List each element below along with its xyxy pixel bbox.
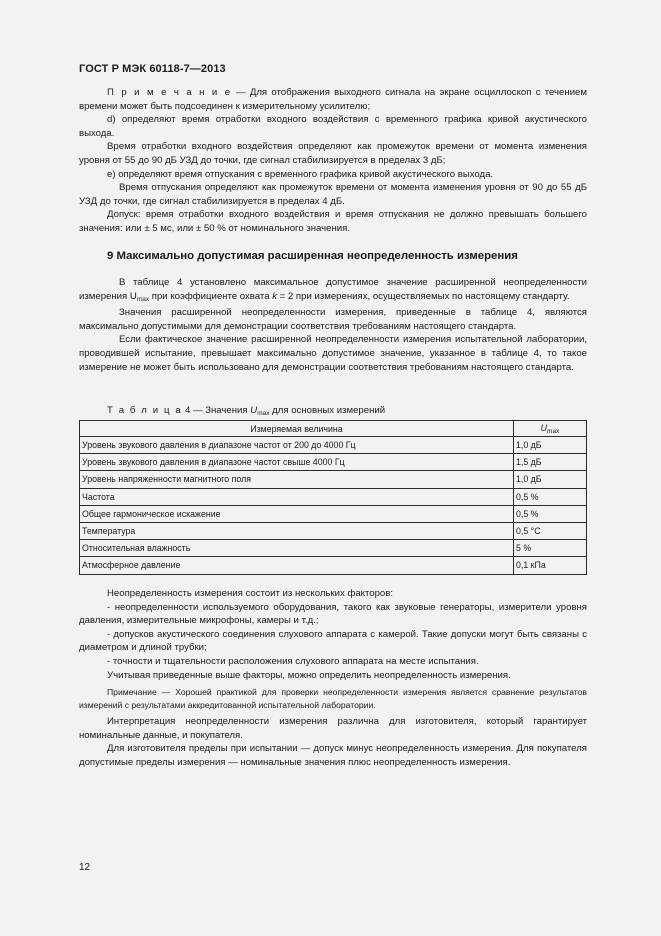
factors-intro: Неопределенность измерения состоит из нескольких факторов:: [107, 588, 394, 599]
row-quantity: Уровень напряженности магнитного поля: [80, 471, 514, 488]
header-umax: [514, 421, 587, 437]
standard-header: ГОСТ Р МЭК 60118-7—2013: [79, 63, 226, 75]
item-e-detail: Время отпускания определяют как промежуток времени от момента изменения уровня от 90 до 55 дБ УЗД до точки, где сигнал стабилизируется в пределах 4 дБ.: [79, 182, 587, 207]
header-quantity: Измеряемая величина: [80, 421, 514, 437]
item-e: e) определяют время отпускания с временного графика кривой акустического выхода.: [107, 168, 494, 180]
row-value: 1,5 дБ: [514, 454, 587, 471]
top-text: [79, 86, 587, 236]
table-row: [80, 540, 587, 557]
header-u: U: [540, 422, 548, 433]
caption-sub: max: [257, 410, 270, 417]
table-row: [80, 454, 587, 471]
factor-coupling: - допусков акустического соединения слухового аппарата с камерой. Такие допуски могут быть связаны с диаметром и длиной трубки;: [79, 628, 587, 654]
caption-label: Т а б л и ц а: [107, 405, 183, 416]
section-paragraph-1: [79, 276, 587, 306]
table-row: [80, 505, 587, 522]
note-label: П р и м е ч а н и е: [107, 87, 232, 98]
table-row: [80, 488, 587, 505]
table-header-row: [80, 421, 587, 437]
row-quantity: Уровень звукового давления в диапазоне частот от 200 до 4000 Гц: [80, 437, 514, 454]
p1-part-a: В таблице 4 установлено максимальное допустимое значение расширенной неопределенности измерения U: [79, 277, 587, 302]
caption-tail: для основных измерений: [269, 405, 386, 416]
section-paragraph-2: Значения расширенной неопределенности измерения, приведенные в таблице 4, являются максимально допустимыми для демонстрации соответствия требованиям настоящего стандарта.: [79, 307, 587, 332]
interpretation-paragraph: Интерпретация неопределенности измерения различна для изготовителя, который гарантирует номинальные данные, и покупателя.: [79, 716, 587, 741]
row-value: 5 %: [514, 540, 587, 557]
row-value: 0,5 %: [514, 488, 587, 505]
p1-part-c: = 2 при измерениях, осуществляемых по настоящему стандарту.: [277, 290, 570, 302]
note-paragraph: [79, 86, 587, 113]
uncertainty-table: [79, 420, 587, 575]
row-quantity: Атмосферное давление: [80, 557, 514, 574]
factor-equipment: - неопределенности используемого оборудования, такого как звуковые генераторы, измерители уровня давления, измерительные микрофоны, камеры и т.д.;: [79, 601, 587, 627]
row-quantity: Частота: [80, 488, 514, 505]
k-symbol: k: [272, 290, 277, 302]
table-row: [80, 471, 587, 488]
practice-note: Примечание — Хорошей практикой для проверки неопределенности измерения является сравнение результатов измерений с результатами аккредитованной испытательной лаборатории.: [79, 687, 587, 710]
row-value: 1,0 дБ: [514, 437, 587, 454]
table-row: [80, 437, 587, 454]
item-d-detail: Время отработки входного воздействия определяют как промежуток времени от момента изменения уровня от 55 до 90 дБ УЗД до точки, где сигнал стабилизируется в пределах 3 дБ;: [79, 141, 587, 166]
item-d: d) определяют время отработки входного воздействия с временного графика кривой акустического выхода.: [79, 114, 587, 139]
table-caption: [107, 405, 385, 417]
row-value: 0,5 %: [514, 505, 587, 522]
section-heading: 9 Максимально допустимая расширенная неопределенность измерения: [107, 250, 518, 262]
factors-text: [79, 587, 587, 770]
tolerance-paragraph: Допуск: время отработки входного воздействия и время отпускания не должно превышать большего значения: или ± 5 мс, или ± 50 % от номинального значения.: [79, 209, 587, 234]
section-paragraph-3: Если фактическое значение расширенной неопределенности измерения испытательной лаборатории, проводившей испытание, превышает максимально допустимое значение, указанное в таблице 4, то такое измерение не может быть использовано для демонстрации соответствия требованиям настоящего стандарта.: [79, 334, 587, 373]
limits-paragraph: Для изготовителя пределы при испытании — допуск минус неопределенность измерения. Для покупателя допустимые пределы измерения — номинальные значения плюс неопределенность измерения.: [79, 743, 587, 768]
note-text: — Для отображения выходного сигнала на экране осциллоскоп с течением времени может быть подсоединен к измерительному усилителю;: [79, 87, 587, 112]
row-value: 0,1 кПа: [514, 557, 587, 574]
row-quantity: Относительная влажность: [80, 540, 514, 557]
row-quantity: Уровень звукового давления в диапазоне частот свыше 4000 Гц: [80, 454, 514, 471]
factors-conclusion: Учитывая приведенные выше факторы, можно определить неопределенность измерения.: [107, 669, 511, 681]
p1-part-b: при коэффициенте охвата: [149, 290, 273, 302]
row-value: 0,5 °C: [514, 522, 587, 539]
table-row: [80, 522, 587, 539]
umax-subscript: max: [136, 295, 150, 303]
section-text: [79, 276, 587, 374]
page-number: 12: [79, 862, 91, 873]
caption-u: U: [250, 405, 258, 416]
header-u-sub: max: [547, 427, 560, 435]
table-row: [80, 557, 587, 574]
row-value: 1,0 дБ: [514, 471, 587, 488]
row-quantity: Температура: [80, 522, 514, 539]
row-quantity: Общее гармоническое искажение: [80, 505, 514, 522]
caption-text: 4 — Значения: [182, 405, 251, 416]
factor-placement: - точности и тщательности расположения слухового аппарата на месте испытания.: [107, 655, 479, 667]
